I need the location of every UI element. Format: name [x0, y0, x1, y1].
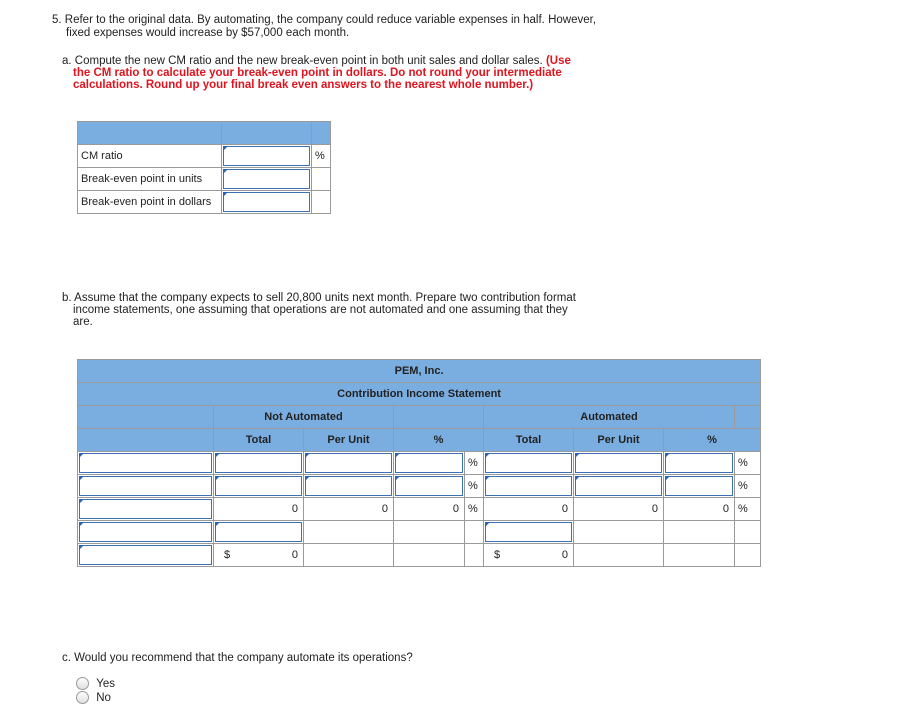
radio-option-no[interactable]	[76, 691, 111, 704]
automated-header: Automated	[484, 406, 735, 429]
pct-sign: %	[735, 498, 761, 521]
radio-option-yes[interactable]	[76, 677, 115, 690]
col-pct-not-automated: %	[394, 429, 484, 452]
row3-total-value: 0	[214, 498, 304, 521]
not-automated-header: Not Automated	[214, 406, 394, 429]
table-row	[78, 498, 761, 521]
col-per-unit-not-automated: Per Unit	[304, 429, 394, 452]
row3-auto-pct-value: 0	[664, 498, 735, 521]
part-b-line3: are.	[73, 316, 93, 328]
row1-auto-pct-input[interactable]	[665, 453, 733, 473]
part-a-line1	[62, 55, 571, 67]
part-a-line3: calculations. Round up your final break even answers to the nearest whole number.)	[73, 79, 534, 91]
row4-total-input[interactable]	[215, 522, 302, 542]
part-a-line2: the CM ratio to calculate your break-even point in dollars. Do not round your intermediate	[73, 67, 562, 79]
pct-sign: %	[735, 475, 761, 498]
row3-per-unit-value: 0	[304, 498, 394, 521]
col-per-unit-automated: Per Unit	[574, 429, 664, 452]
col-pct-automated: %	[664, 429, 761, 452]
company-name: PEM, Inc.	[78, 360, 761, 383]
row1-total-input[interactable]	[215, 453, 302, 473]
col-total-automated: Total	[484, 429, 574, 452]
row3-auto-per-unit-value: 0	[574, 498, 664, 521]
row5-label-input[interactable]	[79, 545, 212, 565]
row-label: Break-even point in units	[78, 168, 222, 191]
row3-pct-value: 0	[394, 498, 465, 521]
dollar-sign: $	[224, 549, 231, 561]
row1-auto-total-input[interactable]	[485, 453, 572, 473]
row3-auto-total-value: 0	[484, 498, 574, 521]
table-row	[78, 521, 761, 544]
row3-label-input[interactable]	[79, 499, 212, 519]
row2-pct-input[interactable]	[395, 476, 463, 496]
break-even-dollars-input[interactable]	[223, 192, 310, 212]
row2-per-unit-input[interactable]	[305, 476, 392, 496]
row1-auto-per-unit-input[interactable]	[575, 453, 662, 473]
row1-pct-input[interactable]	[395, 453, 463, 473]
row5-auto-total-value: 0	[561, 549, 568, 561]
row2-auto-pct-input[interactable]	[665, 476, 733, 496]
table-row	[78, 452, 761, 475]
table-row	[78, 544, 761, 567]
break-even-units-input[interactable]	[223, 169, 310, 189]
row4-label-input[interactable]	[79, 522, 212, 542]
part-a-row-cm-ratio	[78, 145, 331, 168]
row1-label-input[interactable]	[79, 453, 212, 473]
row1-per-unit-input[interactable]	[305, 453, 392, 473]
cm-ratio-input[interactable]	[223, 146, 310, 166]
radio-label: Yes	[96, 677, 115, 690]
income-statement-table	[77, 359, 761, 567]
row-label: Break-even point in dollars	[78, 191, 222, 214]
part-a-row-be-dollars	[78, 191, 331, 214]
question-5-line2: fixed expenses would increase by $57,000 each month.	[66, 27, 350, 39]
unit-label	[312, 168, 331, 191]
part-a-row-be-units	[78, 168, 331, 191]
unit-label: %	[312, 145, 331, 168]
unit-label	[312, 191, 331, 214]
pct-sign: %	[465, 498, 484, 521]
dollar-sign: $	[494, 549, 501, 561]
radio-icon[interactable]	[76, 677, 89, 690]
col-total-not-automated: Total	[214, 429, 304, 452]
row2-label-input[interactable]	[79, 476, 212, 496]
part-b-line1: b. Assume that the company expects to sell 20,800 units next month. Prepare two contribution format	[62, 292, 576, 304]
part-a-table	[77, 121, 331, 214]
pct-sign: %	[465, 475, 484, 498]
row4-auto-total-input[interactable]	[485, 522, 572, 542]
row5-total-value: 0	[291, 549, 298, 561]
part-a-line1-red: (Use	[545, 55, 571, 67]
table-row	[78, 475, 761, 498]
row2-auto-per-unit-input[interactable]	[575, 476, 662, 496]
part-c-question: c. Would you recommend that the company automate its operations?	[62, 652, 413, 664]
part-a-header-row	[78, 122, 331, 145]
part-a-line1-text: a. Compute the new CM ratio and the new break-even point in both unit sales and dollar sales.	[62, 55, 543, 67]
radio-label: No	[96, 691, 111, 704]
pct-sign: %	[735, 452, 761, 475]
radio-icon[interactable]	[76, 691, 89, 704]
pct-sign: %	[465, 452, 484, 475]
statement-title: Contribution Income Statement	[78, 383, 761, 406]
part-b-line2: income statements, one assuming that operations are not automated and one assuming that they	[73, 304, 568, 316]
row-label: CM ratio	[78, 145, 222, 168]
row2-total-input[interactable]	[215, 476, 302, 496]
question-5-line1: 5. Refer to the original data. By automating, the company could reduce variable expenses in half. However,	[52, 14, 597, 26]
row2-auto-total-input[interactable]	[485, 476, 572, 496]
